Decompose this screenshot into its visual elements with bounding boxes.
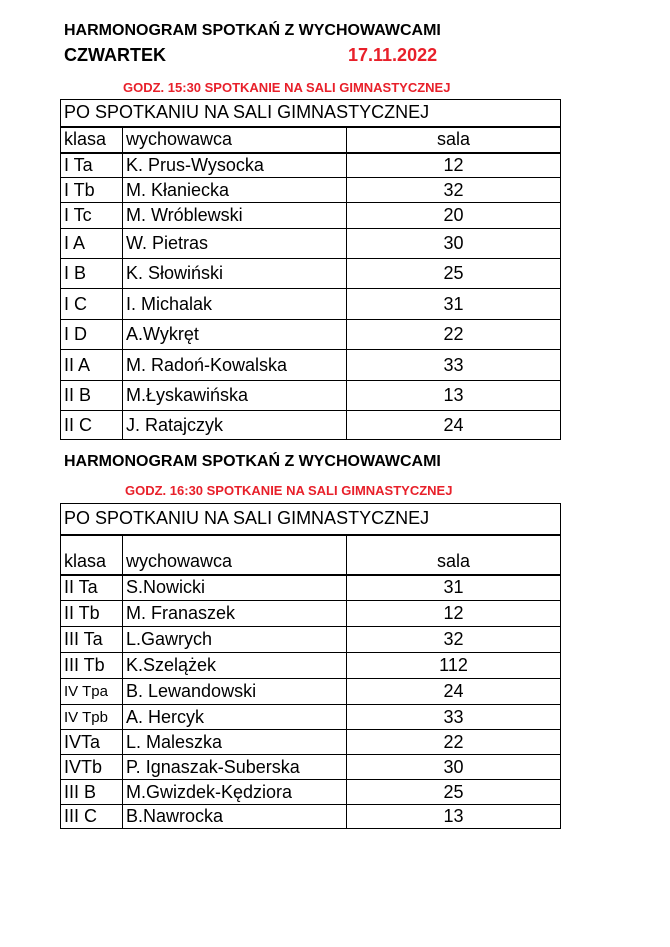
cell-sala: 31 <box>347 289 561 320</box>
cell-sala: 22 <box>347 320 561 350</box>
cell-sala: 112 <box>347 653 561 679</box>
cell-klasa: I C <box>61 289 123 320</box>
cell-wychowawca: A.Wykręt <box>123 320 347 350</box>
table-row <box>61 289 561 320</box>
cell-klasa: I Tb <box>61 178 123 203</box>
cell-sala: 12 <box>347 153 561 178</box>
table-row <box>61 381 561 411</box>
table-row <box>61 601 561 627</box>
table-row <box>61 679 561 705</box>
cell-wychowawca: L.Gawrych <box>123 627 347 653</box>
cell-klasa: II B <box>61 381 123 411</box>
table-row <box>61 575 561 601</box>
cell-klasa: IVTa <box>61 730 123 755</box>
cell-sala: 32 <box>347 178 561 203</box>
table-caption: PO SPOTKANIU NA SALI GIMNASTYCZNEJ <box>61 504 561 535</box>
table-row <box>61 805 561 829</box>
cell-wychowawca: K. Słowiński <box>123 259 347 289</box>
cell-klasa: III Tb <box>61 653 123 679</box>
table-row <box>61 755 561 780</box>
cell-sala: 31 <box>347 575 561 601</box>
cell-klasa: I Ta <box>61 153 123 178</box>
table-caption: PO SPOTKANIU NA SALI GIMNASTYCZNEJ <box>61 100 561 127</box>
cell-sala: 30 <box>347 755 561 780</box>
cell-klasa: II Tb <box>61 601 123 627</box>
date-label: 17.11.2022 <box>348 45 438 65</box>
cell-wychowawca: B.Nawrocka <box>123 805 347 829</box>
meeting-time-note-2: GODZ. 16:30 SPOTKANIE NA SALI GIMNASTYCZNEJ <box>125 483 453 498</box>
cell-wychowawca: J. Ratajczyk <box>123 411 347 440</box>
cell-klasa: IV Tpb <box>61 705 123 730</box>
table-row <box>61 229 561 259</box>
section-2-title: HARMONOGRAM SPOTKAŃ Z WYCHOWAWCAMI <box>64 453 441 470</box>
cell-sala: 33 <box>347 705 561 730</box>
cell-klasa: II C <box>61 411 123 440</box>
schedule-table-2 <box>60 503 561 829</box>
cell-wychowawca: K.Szelążek <box>123 653 347 679</box>
cell-klasa: III Ta <box>61 627 123 653</box>
cell-wychowawca: L. Maleszka <box>123 730 347 755</box>
cell-sala: 24 <box>347 679 561 705</box>
cell-sala: 20 <box>347 203 561 229</box>
table-row <box>61 627 561 653</box>
cell-wychowawca: P. Ignaszak-Suberska <box>123 755 347 780</box>
table-caption-row <box>61 100 561 127</box>
cell-klasa: IVTb <box>61 755 123 780</box>
column-header-sala: sala <box>347 535 561 575</box>
cell-sala: 33 <box>347 350 561 381</box>
table-row <box>61 705 561 730</box>
table-row <box>61 350 561 381</box>
column-header-wychowawca: wychowawca <box>123 127 347 153</box>
cell-klasa: III C <box>61 805 123 829</box>
cell-klasa: I B <box>61 259 123 289</box>
cell-klasa: I D <box>61 320 123 350</box>
cell-klasa: II Ta <box>61 575 123 601</box>
cell-klasa: I A <box>61 229 123 259</box>
cell-sala: 32 <box>347 627 561 653</box>
cell-sala: 22 <box>347 730 561 755</box>
meeting-time-note: GODZ. 15:30 SPOTKANIE NA SALI GIMNASTYCZNEJ <box>123 80 451 95</box>
cell-wychowawca: M. Wróblewski <box>123 203 347 229</box>
cell-klasa: III B <box>61 780 123 805</box>
cell-sala: 25 <box>347 259 561 289</box>
cell-wychowawca: K. Prus-Wysocka <box>123 153 347 178</box>
cell-sala: 25 <box>347 780 561 805</box>
cell-klasa: IV Tpa <box>61 679 123 705</box>
cell-sala: 24 <box>347 411 561 440</box>
cell-wychowawca: M. Kłaniecka <box>123 178 347 203</box>
cell-wychowawca: W. Pietras <box>123 229 347 259</box>
page-title: HARMONOGRAM SPOTKAŃ Z WYCHOWAWCAMI <box>64 22 441 39</box>
cell-klasa: II A <box>61 350 123 381</box>
table-row <box>61 178 561 203</box>
table-row <box>61 320 561 350</box>
table-caption-row <box>61 504 561 535</box>
column-header-sala: sala <box>347 127 561 153</box>
table-row <box>61 730 561 755</box>
table-header-row <box>61 127 561 153</box>
schedule-table-1 <box>60 99 561 440</box>
cell-sala: 12 <box>347 601 561 627</box>
table-row <box>61 153 561 178</box>
table-header-row <box>61 535 561 575</box>
cell-wychowawca: M. Radoń-Kowalska <box>123 350 347 381</box>
table-row <box>61 259 561 289</box>
column-header-wychowawca: wychowawca <box>123 535 347 575</box>
cell-wychowawca: M.Łyskawińska <box>123 381 347 411</box>
table-row <box>61 780 561 805</box>
column-header-klasa: klasa <box>61 535 123 575</box>
column-header-klasa: klasa <box>61 127 123 153</box>
cell-sala: 30 <box>347 229 561 259</box>
cell-wychowawca: M.Gwizdek-Kędziora <box>123 780 347 805</box>
table-row <box>61 411 561 440</box>
cell-sala: 13 <box>347 805 561 829</box>
cell-klasa: I Tc <box>61 203 123 229</box>
cell-wychowawca: M. Franaszek <box>123 601 347 627</box>
table-row <box>61 653 561 679</box>
cell-wychowawca: S.Nowicki <box>123 575 347 601</box>
cell-wychowawca: B. Lewandowski <box>123 679 347 705</box>
day-label: CZWARTEK <box>64 45 166 65</box>
table-row <box>61 203 561 229</box>
cell-sala: 13 <box>347 381 561 411</box>
cell-wychowawca: I. Michalak <box>123 289 347 320</box>
cell-wychowawca: A. Hercyk <box>123 705 347 730</box>
